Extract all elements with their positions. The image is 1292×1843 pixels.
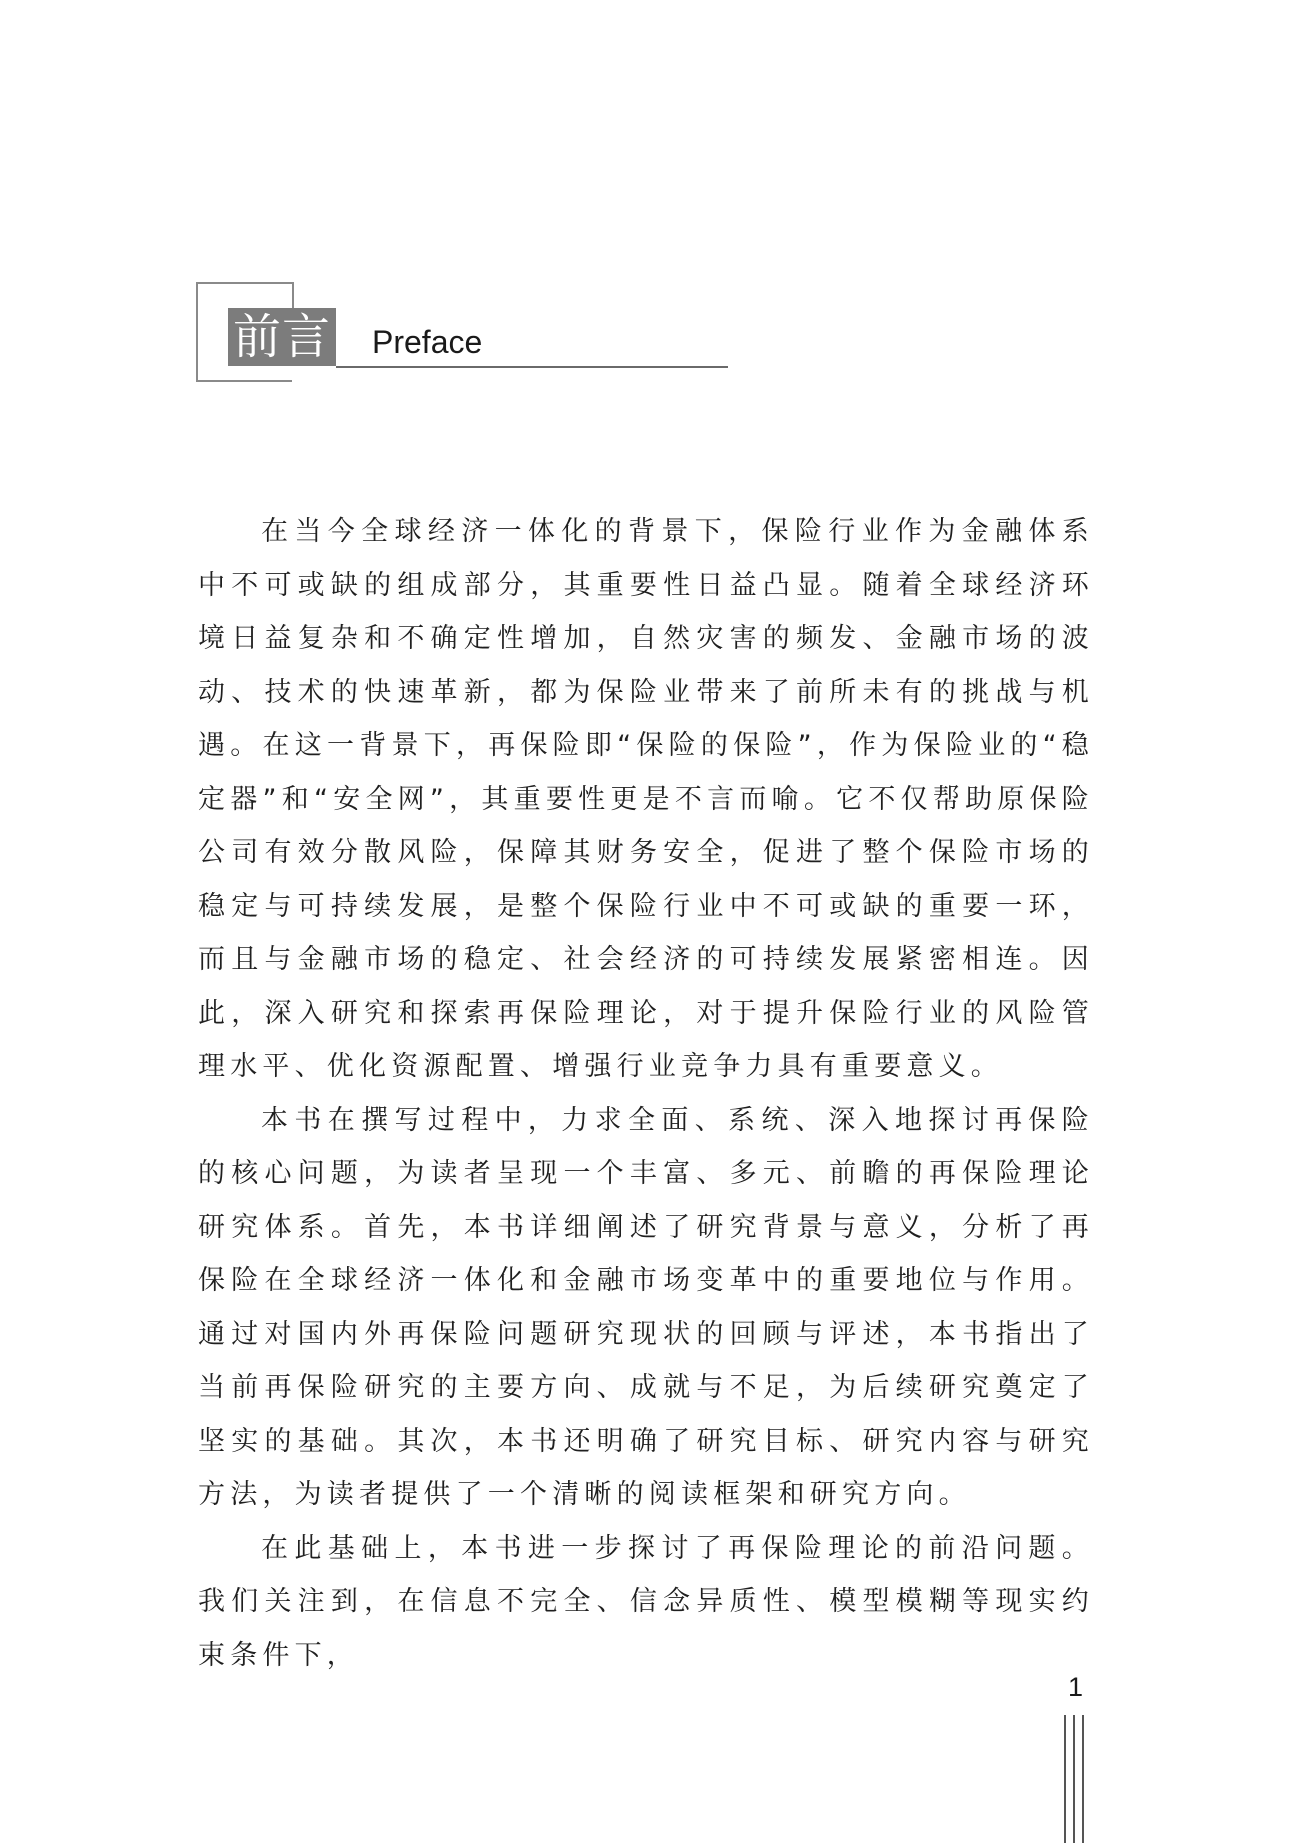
page-number: 1 bbox=[1068, 1672, 1084, 1702]
chapter-heading bbox=[196, 282, 532, 384]
heading-underline bbox=[336, 366, 728, 368]
margin-line bbox=[1064, 1715, 1066, 1843]
margin-rule-lines bbox=[1064, 1715, 1092, 1843]
margin-line bbox=[1082, 1715, 1084, 1843]
margin-line bbox=[1073, 1715, 1075, 1843]
chapter-subtitle: Preface bbox=[372, 324, 483, 360]
heading-frame-edge bbox=[292, 282, 294, 310]
body-text bbox=[198, 505, 1094, 1682]
paragraph-2: 本书在撰写过程中，力求全面、系统、深入地探讨再保险的核心问题，为读者呈现一个丰富、多元、前瞻的再保险理论研究体系。首先，本书详细阐述了研究背景与意义，分析了再保险在全球经济一体化和金融市场变革中的重要地位与作用。通过对国内外再保险问题研究现状的回顾与评述，本书指出了当前再保险研究的主要方向、成就与不足，为后续研究奠定了坚实的基础。其次，本书还明确了研究目标、研究内容与研究方法，为读者提供了一个清晰的阅读框架和研究方向。 bbox=[198, 1104, 1094, 1510]
paragraph-3: 在此基础上，本书进一步探讨了再保险理论的前沿问题。我们关注到，在信息不完全、信念异质性、模型模糊等现实约束条件下， bbox=[198, 1532, 1094, 1671]
chapter-title: 前言 bbox=[228, 308, 336, 366]
paragraph-1: 在当今全球经济一体化的背景下，保险行业作为金融体系中不可或缺的组成部分，其重要性日益凸显。随着全球经济环境日益复杂和不确定性增加，自然灾害的频发、金融市场的波动、技术的快速革新，都为保险业带来了前所未有的挑战与机遇。在这一背景下，再保险即“保险的保险”，作为保险业的“稳定器”和“安全网”，其重要性更是不言而喻。它不仅帮助原保险公司有效分散风险，保障其财务安全，促进了整个保险市场的稳定与可持续发展，是整个保险行业中不可或缺的重要一环，而且与金融市场的稳定、社会经济的可持续发展紧密相连。因此，深入研究和探索再保险理论，对于提升保险行业的风险管理水平、优化资源配置、增强行业竞争力具有重要意义。 bbox=[198, 516, 1094, 1082]
